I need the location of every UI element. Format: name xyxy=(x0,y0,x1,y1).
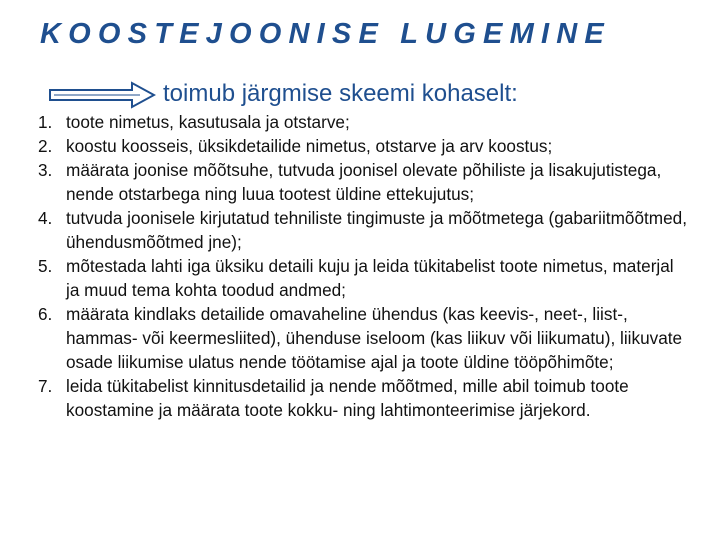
step-number: 6. xyxy=(38,304,53,324)
list-item xyxy=(38,206,688,254)
step-number: 5. xyxy=(38,256,53,276)
list-item xyxy=(38,158,688,206)
steps-list xyxy=(38,110,688,422)
step-text: koostu koosseis, üksikdetailide nimetus, otstarve ja arv koostus; xyxy=(66,136,553,156)
step-number: 2. xyxy=(38,136,53,156)
step-number: 4. xyxy=(38,208,53,228)
step-text: tutvuda joonisele kirjutatud tehniliste tingimuste ja mõõtmetega (gabariitmõõtmed, ühendusmõõtmed jne); xyxy=(66,208,687,252)
step-number: 3. xyxy=(38,160,53,180)
slide-title: KOOSTEJOONISE LUGEMINE xyxy=(40,18,611,50)
list-item xyxy=(38,254,688,302)
list-item xyxy=(38,374,688,422)
step-text: leida tükitabelist kinnitusdetailid ja nende mõõtmed, mille abil toimub toote koostamine ja määrata toote kokku- ning lahtimonteerimise järjekord. xyxy=(66,376,629,420)
step-text: mõtestada lahti iga üksiku detaili kuju ja leida tükitabelist toote nimetus, materjal ja muud tema kohta toodud andmed; xyxy=(66,256,674,300)
right-arrow-icon xyxy=(48,80,156,110)
subtitle: toimub järgmise skeemi kohaselt: xyxy=(163,80,518,107)
list-item xyxy=(38,110,688,134)
list-item xyxy=(38,134,688,158)
list-item xyxy=(38,302,688,374)
step-text: määrata joonise mõõtsuhe, tutvuda joonisel olevate põhiliste ja lisakujutistega, nende otstarbega ning luua tootest üldine ettekujutus; xyxy=(66,160,662,204)
step-text: määrata kindlaks detailide omavaheline ühendus (kas keevis-, neet-, liist-, hammas- või keermesliited), ühenduse iseloom (kas liikuv või liikumatu), liikuvate osade liikumise ulatus nende töötamise ajal ja toote üldine tööpõhimõte; xyxy=(66,304,683,372)
step-number: 1. xyxy=(38,112,53,132)
step-number: 7. xyxy=(38,376,53,396)
step-text: toote nimetus, kasutusala ja otstarve; xyxy=(66,112,350,132)
